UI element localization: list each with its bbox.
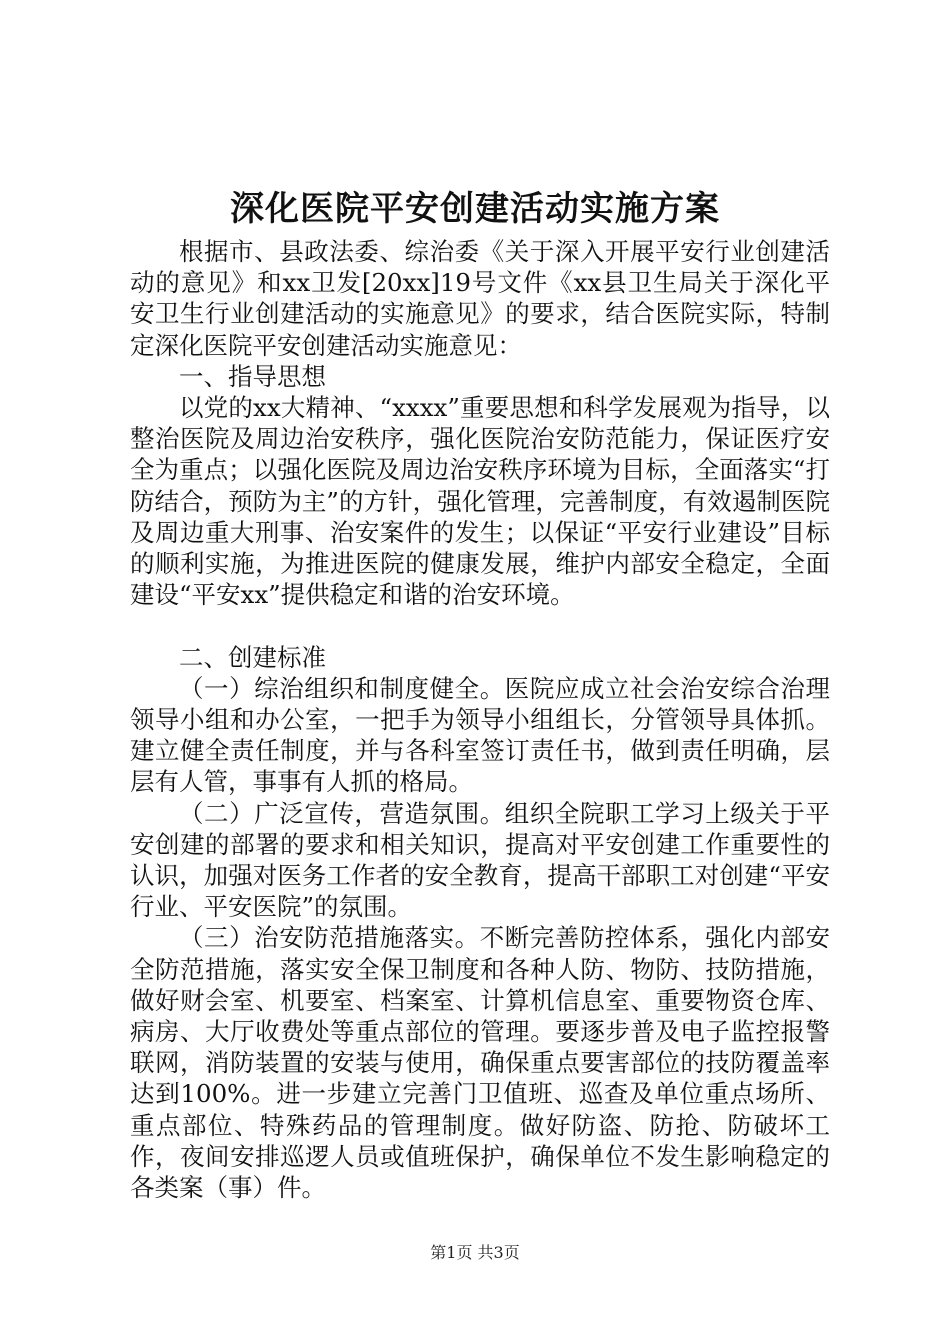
document-title: 深化医院平安创建活动实施方案 <box>230 189 720 229</box>
intro-paragraph: 根据市、县政法委、综治委《关于深入开展平安行业创建活动的意见》和xx卫发[20xx]19号文件《xx县卫生局关于深化平安卫生行业创建活动的实施意见》的要求，结合医院实际，特制定深化医院平安创建活动实施意见： <box>130 237 830 360</box>
guiding-ideology-paragraph: 以党的xx大精神、“xxxx”重要思想和科学发展观为指导，以整治医院及周边治安秩序，强化医院治安防范能力，保证医疗安全为重点；以强化医院及周边治安秩序环境为目标，全面落实“打防结合，预防为主”的方针，强化管理，完善制度，有效遏制医院及周边重大刑事、治安案件的发生；以保证“平安行业建设”目标的顺利实施，为推进医院的健康发展，维护内部安全稳定，全面建设“平安xx”提供稳定和谐的治安环境。 <box>130 393 830 610</box>
document-body <box>130 236 830 1203</box>
blank-line <box>130 610 830 641</box>
page-number-footer: 第1页 共3页 <box>430 1243 520 1262</box>
section-heading-creation-standards: 二、创建标准 <box>179 642 326 672</box>
standard-paragraph-1: （一）综治组织和制度健全。医院应成立社会治安综合治理领导小组和办公室，一把手为领导小组组长，分管领导具体抓。建立健全责任制度，并与各科室签订责任书，做到责任明确，层层有人管，事事有人抓的格局。 <box>130 673 830 797</box>
standard-paragraph-3: （三）治安防范措施落实。不断完善防控体系，强化内部安全防范措施，落实安全保卫制度和各种人防、物防、技防措施，做好财会室、机要室、档案室、计算机信息室、重要物资仓库、病房、大厅收费处等重点部位的管理。要逐步普及电子监控报警联网，消防装置的安装与使用，确保重点要害部位的技防覆盖率达到100%。进一步建立完善门卫值班、巡查及单位重点场所、重点部位、特殊药品的管理制度。做好防盗、防抢、防破坏工作，夜间安排巡逻人员或值班保护，确保单位不发生影响稳定的各类案（事）件。 <box>130 923 830 1203</box>
standard-paragraph-2: （二）广泛宣传，营造氛围。组织全院职工学习上级关于平安创建的部署的要求和相关知识，提高对平安创建工作重要性的认识，加强对医务工作者的安全教育，提高干部职工对创建“平安行业、平安医院”的氛围。 <box>130 798 830 922</box>
section-heading-guiding-ideology: 一、指导思想 <box>179 361 326 391</box>
